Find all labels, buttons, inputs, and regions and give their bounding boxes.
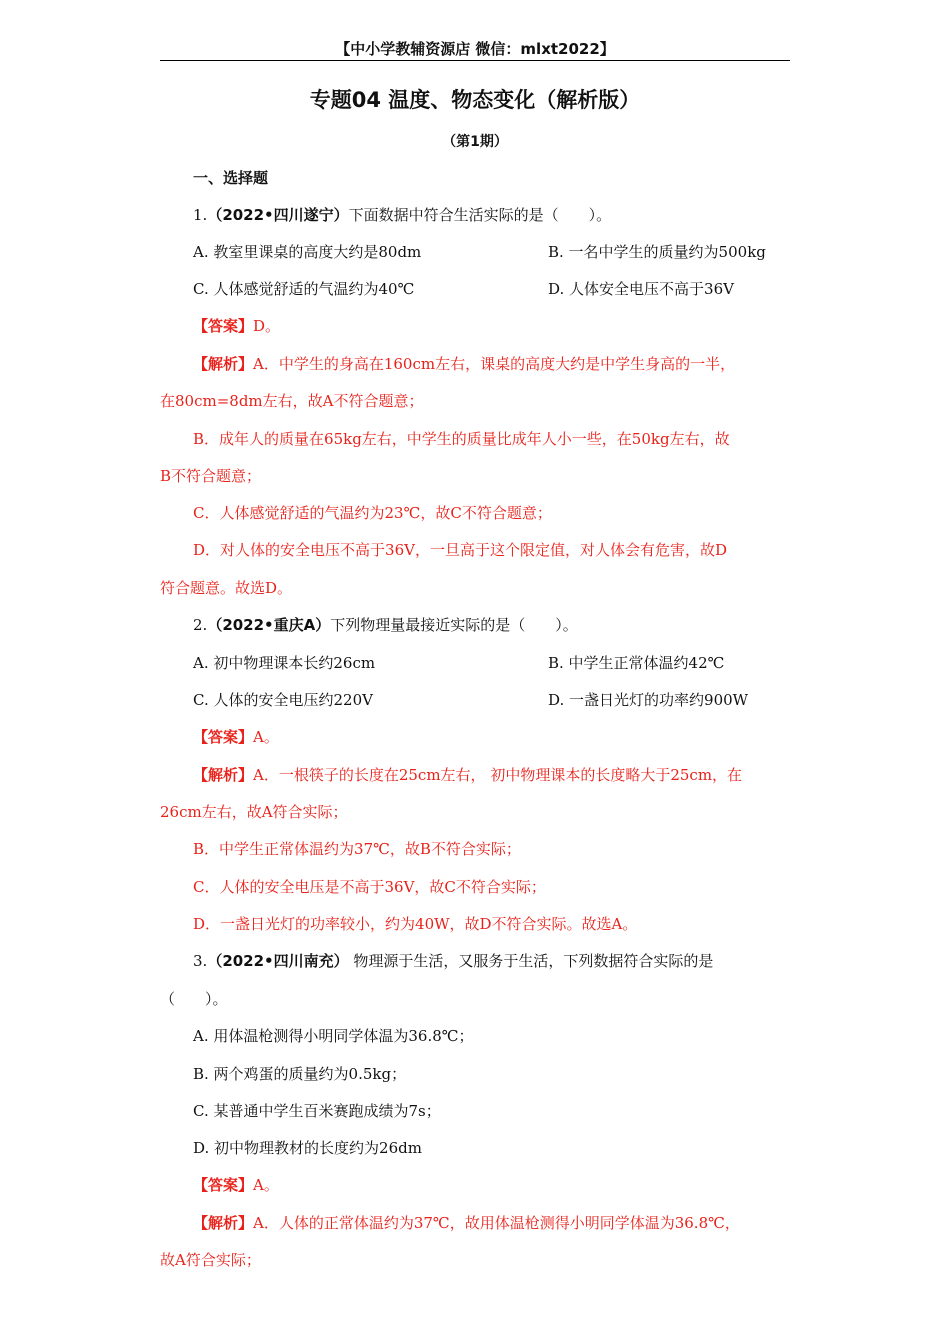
answer-tag: 【答案】: [193, 728, 254, 746]
q2-analysis-c: C．人体的安全电压是不高于36V，故C不符合实际；: [193, 878, 546, 896]
q1-analysis-b-line2: B不符合题意；: [160, 467, 262, 485]
analysis-tag: 【解析】: [193, 355, 254, 373]
q1-analysis-a-line1: [193, 354, 735, 374]
answer-tag: 【答案】: [193, 317, 254, 335]
q3-option-c: C. 某普通中学生百米赛跑成绩为7s；: [193, 1102, 441, 1120]
q1-answer: [193, 316, 280, 336]
q1-analysis-a-line2: 在80cm=8dm左右，故A不符合题意；: [160, 392, 424, 410]
q3-answer: [193, 1175, 279, 1195]
q1-option-c: C. 人体感觉舒适的气温约为40℃: [193, 280, 415, 298]
q2-option-a: A. 初中物理课本长约26cm: [193, 654, 376, 672]
q1-option-d: D. 人体安全电压不高于36V: [548, 280, 734, 298]
question-1: [193, 205, 611, 225]
page-header: 【中小学教辅资源店 微信：mlxt2022】: [335, 40, 615, 58]
q1-option-a: A. 教室里课桌的高度大约是80dm: [193, 243, 422, 261]
q3-option-b: B. 两个鸡蛋的质量约为0.5kg；: [193, 1065, 407, 1083]
question-source: （2022•重庆A）: [207, 616, 331, 634]
q3-stem-line2: （ ）。: [160, 990, 228, 1008]
q2-option-b: B. 中学生正常体温约42℃: [548, 654, 725, 672]
analysis-tag: 【解析】: [193, 1214, 254, 1232]
q3-analysis-a-line2: 故A符合实际；: [160, 1251, 261, 1269]
q3-analysis-a-line1: [193, 1213, 740, 1233]
analysis-text: A．一根筷子的长度在25cm左右， 初中物理课本的长度略大于25cm，在: [253, 766, 743, 784]
question-source: （2022•四川南充）: [207, 952, 349, 970]
analysis-text: A．中学生的身高在160cm左右，课桌的高度大约是中学生身高的一半，: [253, 355, 736, 373]
question-stem: 物理源于生活，又服务于生活，下列数据符合实际的是: [348, 952, 714, 970]
question-source: （2022•四川遂宁）: [207, 206, 349, 224]
answer-value: A。: [253, 1176, 279, 1194]
q2-analysis-b: B．中学生正常体温约为37℃，故B不符合实际；: [193, 840, 521, 858]
q2-option-c: C. 人体的安全电压约220V: [193, 691, 373, 709]
question-2: [193, 615, 578, 635]
answer-tag: 【答案】: [193, 1176, 254, 1194]
q1-analysis-c: C．人体感觉舒适的气温约为23℃，故C不符合题意；: [193, 504, 552, 522]
q1-analysis-d-line1: D．对人体的安全电压不高于36V，一旦高于这个限定值，对人体会有危害，故D: [193, 541, 727, 559]
question-number: 3.: [193, 952, 208, 970]
answer-value: D。: [253, 317, 281, 335]
question-stem: 下列物理量最接近实际的是（ ）。: [330, 616, 578, 634]
answer-value: A。: [253, 728, 279, 746]
question-stem: 下面数据中符合生活实际的是（ ）。: [348, 206, 612, 224]
q3-option-d: D. 初中物理教材的长度约为26dm: [193, 1139, 422, 1157]
issue-subtitle: （第1期）: [442, 134, 508, 150]
header-divider: [160, 60, 790, 61]
q1-analysis-b-line1: B．成年人的质量在65kg左右，中学生的质量比成年人小一些，在50kg左右，故: [193, 430, 730, 448]
q2-answer: [193, 727, 279, 747]
q1-analysis-d-line2: 符合题意。故选D。: [160, 579, 293, 597]
analysis-tag: 【解析】: [193, 766, 254, 784]
document-title: 专题04 温度、物态变化（解析版）: [309, 88, 641, 112]
section-heading: 一、选择题: [193, 169, 269, 187]
question-number: 2.: [193, 616, 208, 634]
question-number: 1.: [193, 206, 208, 224]
q2-analysis-a-line2: 26cm左右，故A符合实际；: [160, 803, 348, 821]
analysis-text: A．人体的正常体温约为37℃，故用体温枪测得小明同学体温为36.8℃，: [253, 1214, 740, 1232]
q2-analysis-d: D．一盏日光灯的功率较小，约为40W，故D不符合实际。故选A。: [193, 915, 638, 933]
q3-option-a: A. 用体温枪测得小明同学体温为36.8℃；: [193, 1027, 474, 1045]
q2-option-d: D. 一盏日光灯的功率约900W: [548, 691, 749, 709]
q2-analysis-a-line1: [193, 765, 742, 785]
question-3: [193, 951, 713, 971]
q1-option-b: B. 一名中学生的质量约为500kg: [548, 243, 766, 261]
